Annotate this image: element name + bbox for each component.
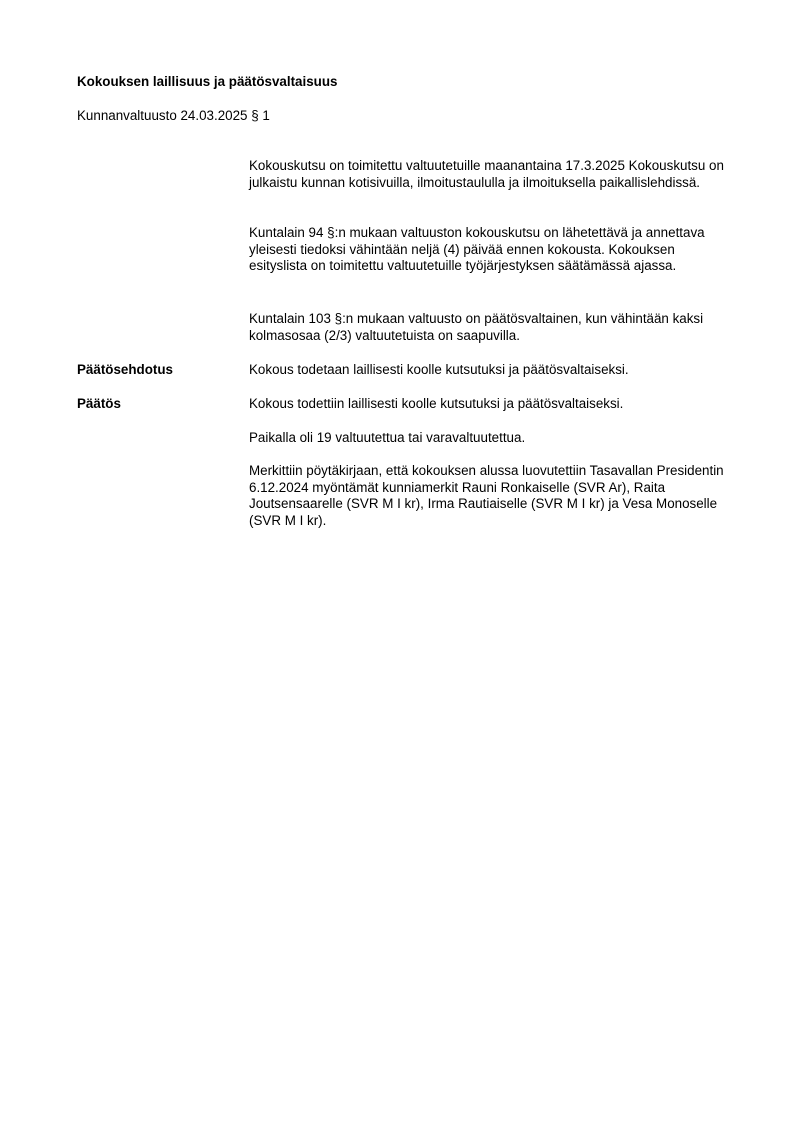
decision-text: Kokous todettiin laillisesti koolle kutsutuksi ja päätösvaltaiseksi. — [249, 396, 624, 411]
background-paragraph-invitation-law: Kuntalain 94 §:n mukaan valtuuston kokouskutsu on lähetettävä ja annettava yleisesti tiedoksi vähintään neljä (4) päivää ennen kokousta. Kokouksen esityslista on toimitettu valtuutetuille työjärjestyksen säätämässä ajassa. — [249, 225, 705, 274]
decision-attendance: Paikalla oli 19 valtuutettua tai varavaltuutettua. — [249, 430, 526, 445]
proposal-label: Päätösehdotus — [77, 362, 173, 377]
proposal-text: Kokous todetaan laillisesti koolle kutsutuksi ja päätösvaltaiseksi. — [249, 362, 629, 377]
decision-label: Päätös — [77, 396, 121, 411]
page-title: Kokouksen laillisuus ja päätösvaltaisuus — [77, 74, 338, 89]
meeting-reference: Kunnanvaltuusto 24.03.2025 § 1 — [77, 108, 270, 123]
background-paragraph-quorum-law: Kuntalain 103 §:n mukaan valtuusto on päätösvaltainen, kun vähintään kaksi kolmasosaa (2/3) valtuutetuista on saapuvilla. — [249, 311, 704, 343]
decision-note-honours: Merkittiin pöytäkirjaan, että kokouksen alussa luovutettiin Tasavallan Presidentin 6.12.2024 myöntämät kunniamerkit Rauni Ronkaiselle (SVR Ar), Raita Joutsensaarelle (SVR M I kr), Irma Rautiaiselle (SVR M I kr) ja Vesa Monoselle (SVR M I kr). — [249, 463, 724, 528]
background-paragraph-invitation: Kokouskutsu on toimitettu valtuutetuille maanantaina 17.3.2025 Kokouskutsu on julkaistu kunnan kotisivuilla, ilmoitustaululla ja ilmoituksella paikallislehdissä. — [249, 158, 724, 190]
